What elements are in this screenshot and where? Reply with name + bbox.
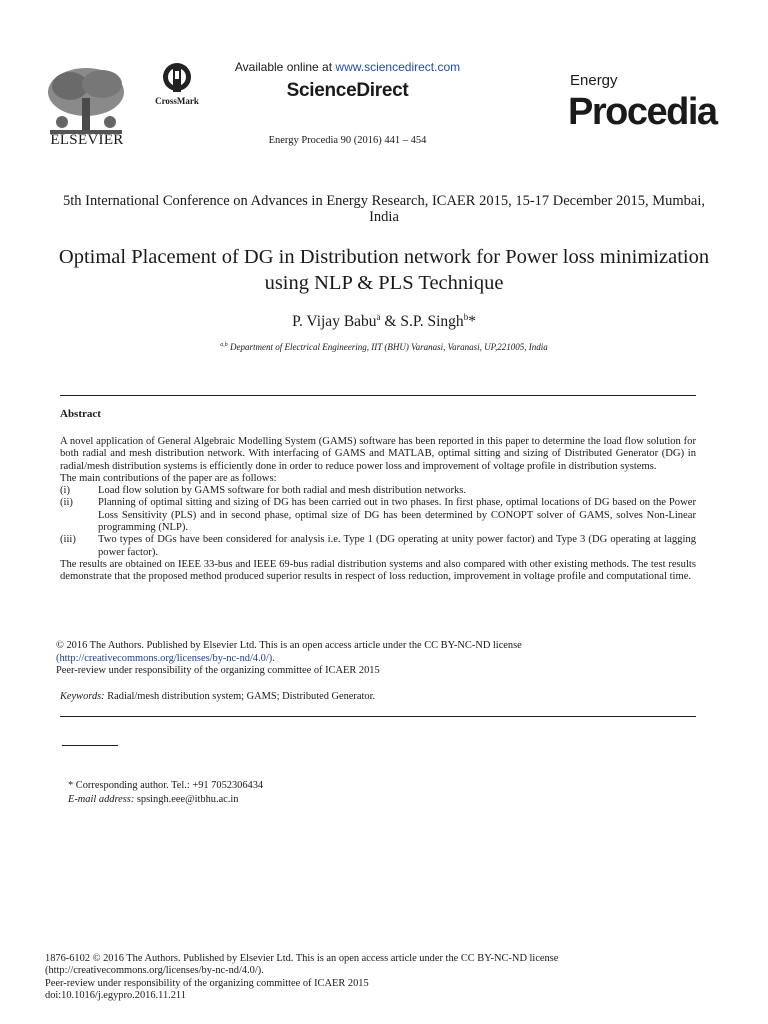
author-2-affil: b [463,312,469,322]
author-joiner: & [380,313,401,331]
affiliation-sup: a,b [220,342,228,348]
footnote-rule [62,745,118,746]
divider [60,716,696,717]
footer-license-link[interactable]: (http://creativecommons.org/licenses/by-nc-nd/4.0/). [45,965,264,977]
corresponding-author: * Corresponding author. Tel.: +91 7052306434 [68,780,264,791]
journal-logo-main: Procedia [568,91,717,133]
author-1-affil: a [376,312,381,322]
availability-line [210,60,485,74]
author-list [60,312,708,331]
list-text: Two types of DGs have been considered for analysis i.e. Type 1 (DG operating at unity power factor) and Type 3 (DG operating at lagging power factor). [98,534,696,558]
journal-reference: Energy Procedia 90 (2016) 441 – 454 [268,135,427,146]
abstract-paragraph-2: The results are obtained on IEEE 33-bus and IEEE 69-bus radial distribution systems and also compared with other existing methods. The test results demonstrate that the proposed method produced superior results in respect of loss reduction, improvement in voltage profile and computational time. [60,558,696,583]
conference-line: 5th International Conference on Advances in Energy Research, ICAER 2015, 15-17 December 2015, Mumbai, India [63,193,705,225]
crossmark-label: CrossMark [155,96,199,106]
email-label: E-mail address: [68,794,135,805]
divider [60,395,696,396]
license-statement [56,640,696,678]
list-item [60,485,696,497]
list-number: (ii) [60,497,73,509]
email-address[interactable]: spsingh.eee@itbhu.ac.in [134,794,239,805]
corresponding-footnote [68,779,263,807]
email-line [68,793,263,807]
list-text: Load flow solution by GAMS software for both radial and mesh distribution networks. [98,485,467,497]
author-2: S.P. Singh [400,313,464,331]
abstract-paragraph-1: A novel application of General Algebraic Modelling System (GAMS) software has been reported in this paper to determine the load flow solution for both radial and mesh distribution network. With interfacing of GAMS and MATLAB, optimal sitting and sizing of Distributed Generator (DG) in radial/mesh distribution systems is efficiently done in order to reduce power loss and improvement of voltage profile in distribution systems. [60,436,696,472]
list-item [60,534,696,559]
paper-title: Optimal Placement of DG in Distribution network for Power loss minimization using NLP & PLS Technique [58,246,710,294]
availability-prefix: Available online at [234,60,336,74]
footer-license-line: 1876-6102 © 2016 The Authors. Published by Elsevier Ltd. This is an open access article under the CC BY-NC-ND license [45,953,559,964]
list-number: (i) [60,485,70,497]
abstract-body [60,436,696,584]
license-line: © 2016 The Authors. Published by Elsevier Ltd. This is an open access article under the CC BY-NC-ND license [56,640,522,651]
keywords-text: Radial/mesh distribution system; GAMS; Distributed Generator. [104,691,376,702]
page-footer [45,953,705,1002]
journal-logo-top: Energy [570,72,618,89]
affiliation-text: Department of Electrical Engineering, IIT (BHU) Varanasi, Varanasi, UP,221005, India [227,342,548,352]
footer-doi[interactable]: doi:10.1016/j.egypro.2016.11.211 [45,989,186,1001]
crossmark-badge[interactable] [148,62,206,106]
abstract-intro: The main contributions of the paper are as follows: [60,472,277,484]
list-number: (iii) [60,534,76,546]
footer-peer-review: Peer-review under responsibility of the organizing committee of ICAER 2015 [45,977,369,989]
keywords-label: Keywords: [60,691,105,702]
license-link[interactable]: (http://creativecommons.org/licenses/by-nc-nd/4.0/). [56,652,275,664]
crossmark-icon [162,62,192,94]
peer-review-line: Peer-review under responsibility of the organizing committee of ICAER 2015 [56,665,380,676]
author-1: P. Vijay Babu [292,313,377,331]
platform-name: ScienceDirect [286,80,409,101]
list-item [60,497,696,534]
corresponding-mark: * [468,313,476,331]
keywords [60,691,696,702]
affiliation [60,342,708,352]
list-text: Planning of optimal sitting and sizing of DG has been carried out in two phases. In first phase, optimal locations of DG based on the Power Loss Sensitivity (PLS) and in second phase, optimal size of DG has been determined by CONOPT solver of GAMS, solves Non-Linear programming (NLP). [98,497,696,534]
publisher-logo-text: ELSEVIER [50,132,124,148]
sciencedirect-link[interactable]: www.sciencedirect.com [335,60,461,74]
abstract-heading: Abstract [60,408,101,420]
